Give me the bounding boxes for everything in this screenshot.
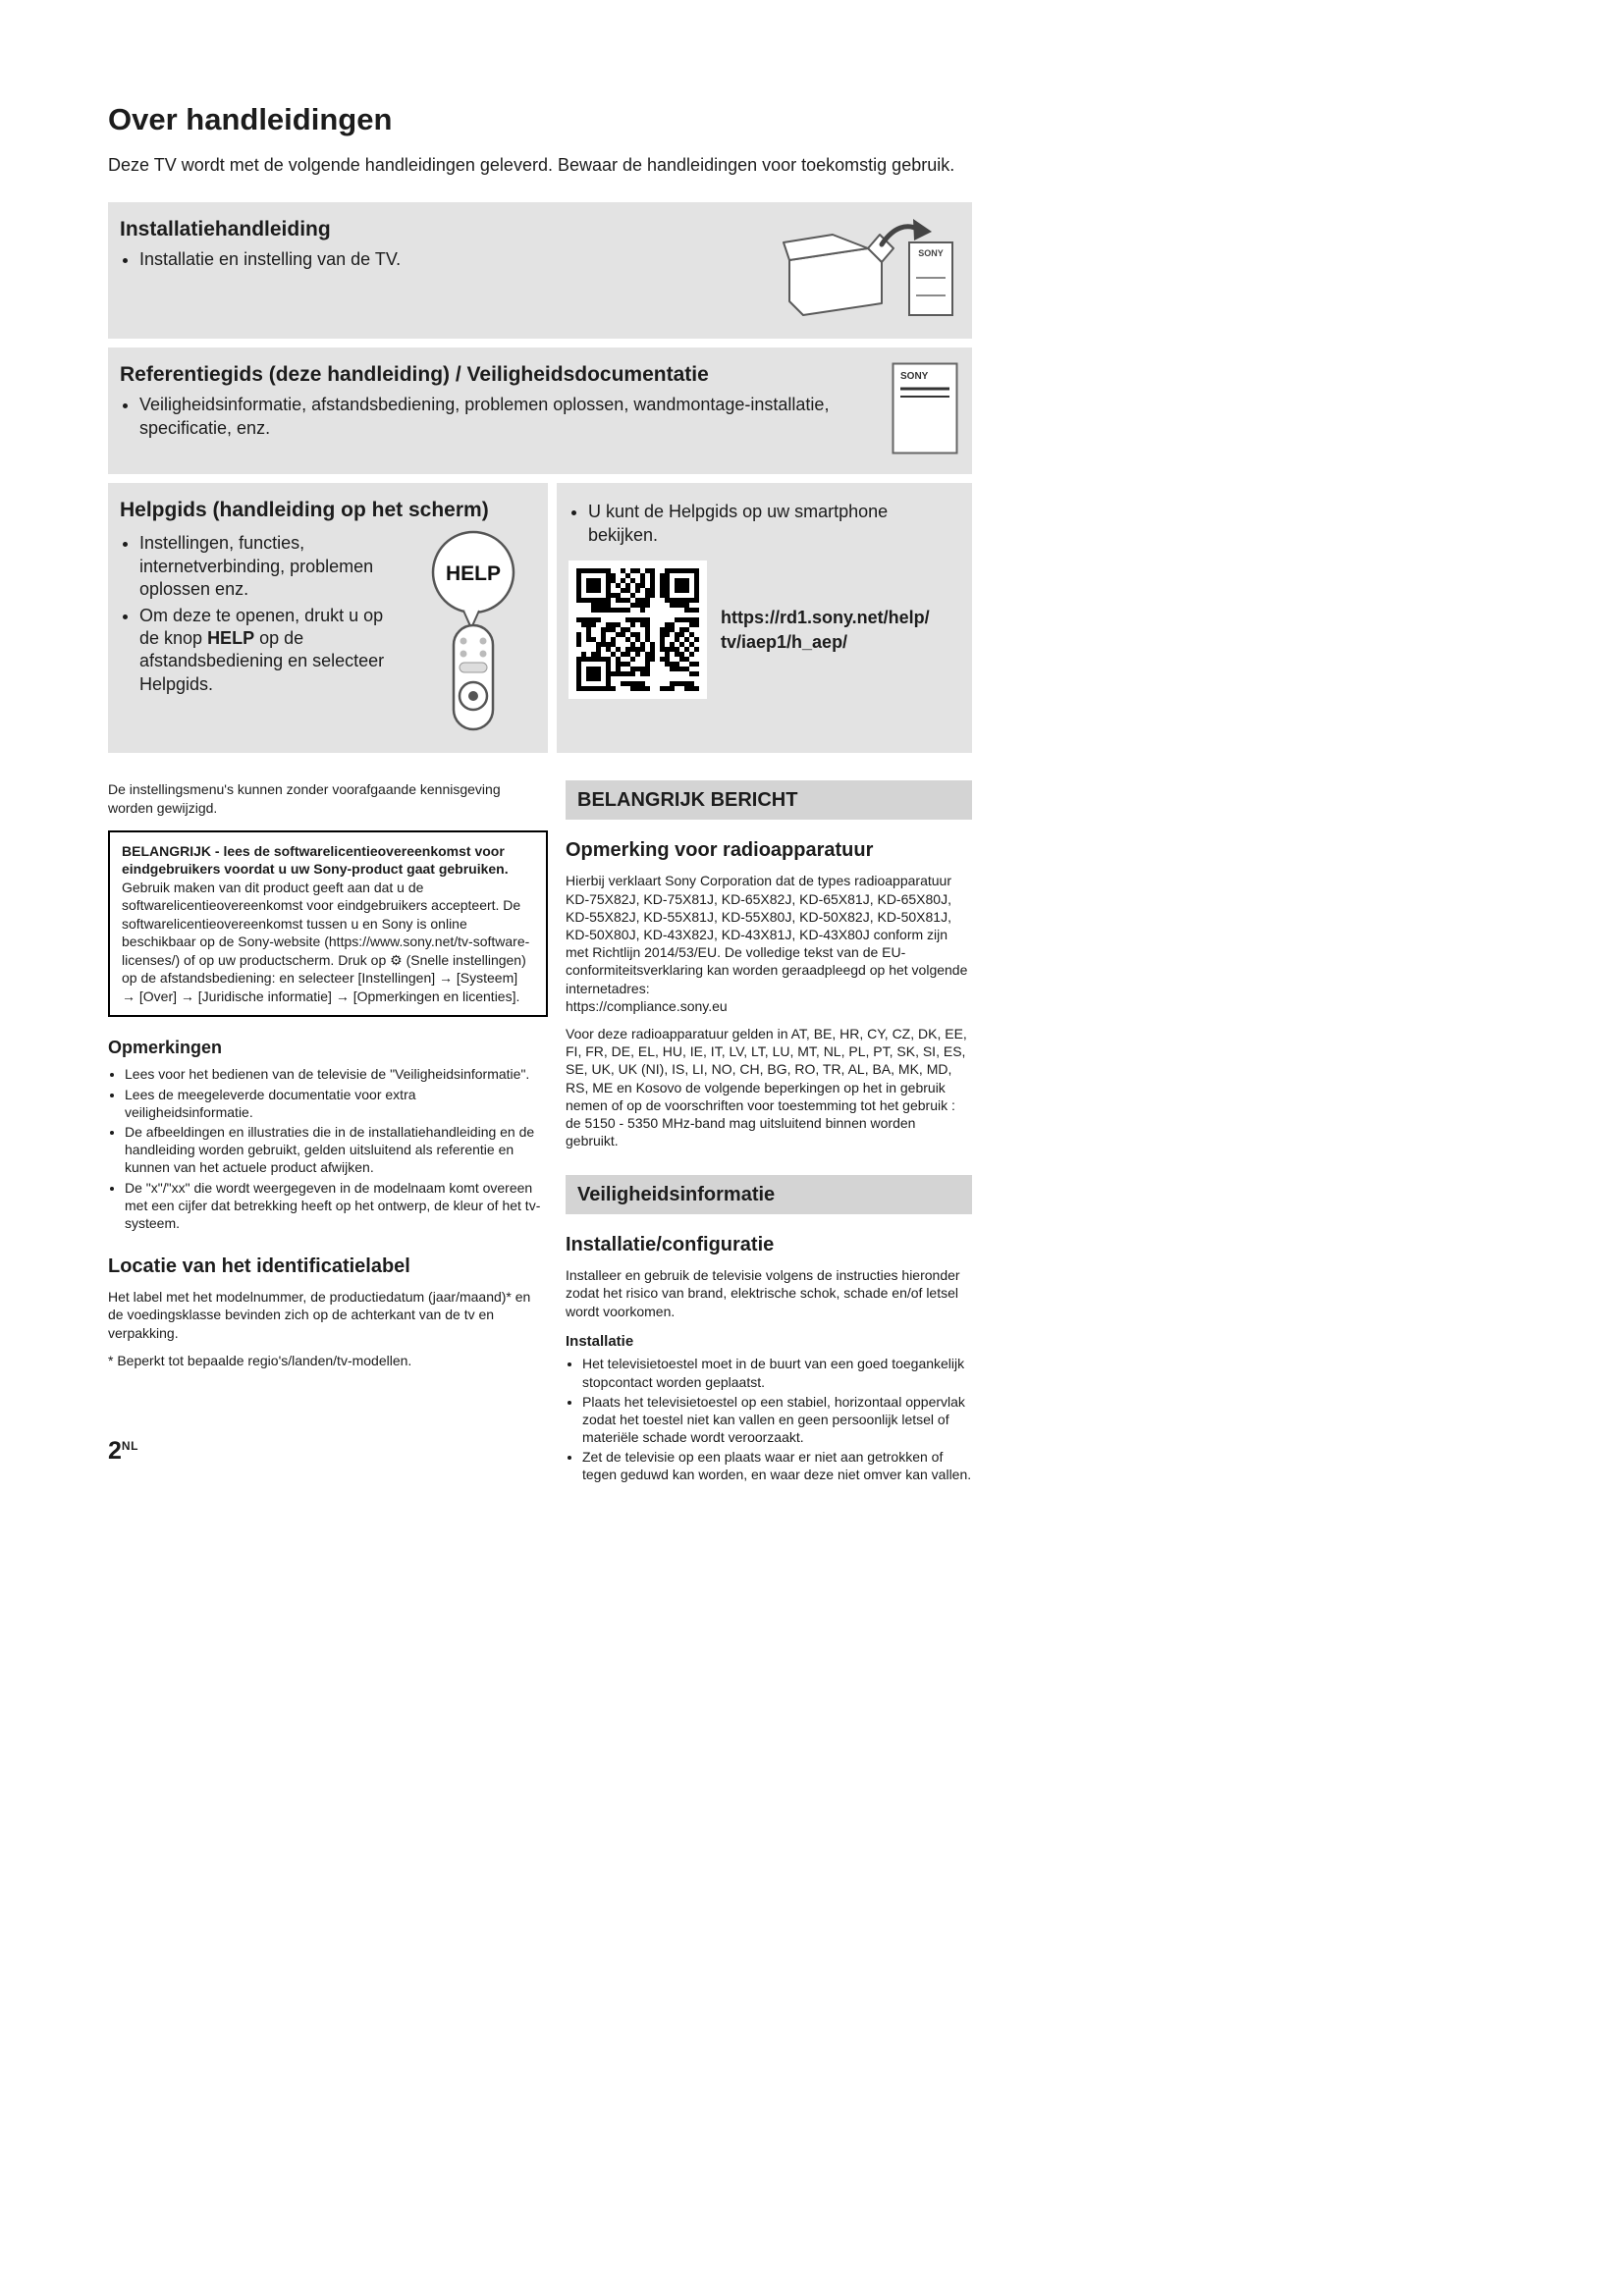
page-content xyxy=(108,102,972,1506)
installation-config-intro: Installeer en gebruik de televisie volgens de instructies hieronder zodat het risico van brand, elektrische schok, schade en/of letsel wordt voorkomen. xyxy=(566,1267,960,1319)
id-label-body: Het label met het modelnummer, de productiedatum (jaar/maand)* en de voedingsklasse bevinden zich op de achterkant van de tv en verpakking. xyxy=(108,1289,531,1341)
license-agreement-box xyxy=(108,830,548,1017)
sony-booklet-icon xyxy=(892,362,958,454)
note-item: • De "x"/"xx" die wordt weergegeven in de modelnaam komt overeen met een cijfer dat betrekking heeft op het ontwerp, de kleur of het tv-systeem. xyxy=(125,1179,548,1233)
help-guide-bullet-1: • Instellingen, functies, internetverbinding, problemen oplossen enz. xyxy=(139,532,399,601)
tv-packaging-illustration xyxy=(782,217,958,324)
qr-code-icon xyxy=(568,561,707,699)
left-column xyxy=(108,780,548,1378)
compliance-url: https://compliance.sony.eu xyxy=(566,997,728,1014)
settings-change-note: De instellingsmenu's kunnen zonder voorafgaande kennisgeving worden gewijzigd. xyxy=(108,781,501,816)
page-title: Over handleidingen xyxy=(108,102,393,136)
id-label-footnote: * Beperkt tot bepaalde regio's/landen/tv-modellen. xyxy=(108,1352,412,1368)
safety-item: • Zet de televisie op een plaats waar er niet aan getrokken of tegen geduwd kan worden, en waar deze niet omver kan vallen. xyxy=(582,1448,972,1483)
help-guide-bullets xyxy=(120,529,399,699)
radio-equipment-body: Hierbij verklaart Sony Corporation dat de types radioapparatuur KD-75X82J, KD-75X81J, KD-65X82J, KD-65X81J, KD-65X80J, KD-55X82J, KD-55X81J, KD-55X80J, KD-50X82J, KD-50X81J, KD-50X80J, KD-43X82J, KD-43X81J, KD-43X80J conform zijn met Richtlijn 2014/53/EU. De volledige tekst van de EU-conformiteitsverklaring kan worden geraadpleegd op het volgende internetadres: xyxy=(566,873,968,996)
page-number-value: 2 xyxy=(108,1437,122,1465)
help-bullet-post: op de afstandsbediening en selecteer Helpgids. xyxy=(139,628,385,694)
id-label-heading: Locatie van het identificatielabel xyxy=(108,1255,410,1278)
help-guide-box xyxy=(108,483,548,753)
radio-restrictions-body: Voor deze radioapparatuur gelden in AT, BE, HR, CY, CZ, DK, EE, FI, FR, DE, EL, HU, IE, IT, LV, LT, LU, MT, NL, PL, PT, SK, SI, ES, SE, UK, UK (NI), IS, LI, NO, CH, BG, RO, TR, AL, BA, MK, MD, RS, ME en Kosovo de volgende beperkingen op het in gebruik nemen of op de voorschriften voor toestemming tot het gebruik : de 5150 - 5350 MHz-band mag uitsluitend binnen worden gebruikt. xyxy=(566,1025,967,1149)
help-guide-title: Helpgids (handleiding op het scherm) xyxy=(120,499,489,522)
help-remote-illustration xyxy=(410,529,534,738)
smartphone-help-bullet: • U kunt de Helpgids op uw smartphone bekijken. xyxy=(588,501,958,547)
help-guide-url xyxy=(721,606,930,654)
license-important-text: BELANGRIJK - lees de softwarelicentieovereenkomst voor eindgebruikers voordat u uw Sony-product gaat gebruiken. xyxy=(122,842,509,878)
installation-guide-title: Installatiehandleiding xyxy=(120,218,331,241)
safety-item: • Het televisietoestel moet in de buurt van een goed toegankelijk stopcontact worden geplaatst. xyxy=(582,1355,972,1390)
right-column xyxy=(566,780,972,1505)
intro-text: Deze TV wordt met de volgende handleidingen geleverd. Bewaar de handleidingen voor toekomstig gebruik. xyxy=(108,155,955,175)
reference-guide-bullets xyxy=(120,394,880,440)
reference-guide-box xyxy=(108,347,972,474)
help-button-label: HELP xyxy=(207,628,255,649)
installation-safety-list xyxy=(566,1355,972,1483)
safety-info-header-bar: Veiligheidsinformatie xyxy=(566,1175,972,1214)
help-guide-url-line2: tv/iaep1/h_aep/ xyxy=(721,631,848,652)
note-item: • Lees voor het bedienen van de televisie de "Veiligheidsinformatie". xyxy=(125,1065,548,1083)
sony-booklet-illustration xyxy=(892,362,958,459)
tv-packaging-icon xyxy=(782,217,958,319)
installation-subheading: Installatie xyxy=(566,1332,634,1350)
reference-guide-text xyxy=(120,362,880,443)
notes-list xyxy=(108,1065,548,1232)
license-body-1: Gebruik maken van dit product geeft aan dat u de softwarelicentieovereenkomst voor eindgebruikers accepteert. De softwarelicentieovereenkomst tussen u en Sony is online beschikbaar op de Sony-website (https://www.sony.net/tv-software-licenses/) of op uw productscherm. Druk op xyxy=(122,879,530,968)
smartphone-help-bullets xyxy=(568,501,958,547)
radio-equipment-heading: Opmerking voor radioapparatuur xyxy=(566,839,874,862)
help-bubble-label: HELP xyxy=(445,562,502,586)
help-guide-row xyxy=(108,483,972,753)
important-notice-header-bar: BELANGRIJK BERICHT xyxy=(566,780,972,820)
installation-guide-bullets xyxy=(120,248,770,271)
note-item: • Lees de meegeleverde documentatie voor extra veiligheidsinformatie. xyxy=(125,1086,548,1121)
installation-guide-bullet: • Installatie en instelling van de TV. xyxy=(139,248,770,271)
help-guide-url-line1: https://rd1.sony.net/help/ xyxy=(721,608,930,628)
booklet-brand-label: SONY xyxy=(918,248,944,259)
license-body-2: (Snelle instellingen) op de afstandsbediening: en selecteer [Instellingen] → [Systeem] → [Over] → [Juridische informatie] → [Opmerkingen en licenties]. xyxy=(122,951,526,1004)
help-remote-icon xyxy=(410,529,534,733)
help-bullet-pre: Om deze te openen, drukt u op de knop xyxy=(139,605,384,649)
installation-guide-box xyxy=(108,202,972,339)
reference-guide-bullet: • Veiligheidsinformatie, afstandsbediening, problemen oplossen, wandmontage-installatie, specificatie, enz. xyxy=(139,394,880,440)
help-guide-bullet-2 xyxy=(139,605,399,697)
smartphone-help-box xyxy=(557,483,972,753)
booklet-brand-label: SONY xyxy=(900,371,929,383)
notes-heading: Opmerkingen xyxy=(108,1038,223,1058)
installation-guide-text xyxy=(120,217,770,275)
page-number xyxy=(108,1437,138,1466)
quick-settings-gear-icon: ⚙ xyxy=(390,951,403,968)
installation-config-heading: Installatie/configuratie xyxy=(566,1234,775,1256)
note-item: • De afbeeldingen en illustraties die in de installatiehandleiding en de handleiding worden gebruikt, gelden uitsluitend als referentie en kunnen van het actuele product afwijken. xyxy=(125,1123,548,1177)
lower-columns xyxy=(108,780,972,1505)
safety-item: • Plaats het televisietoestel op een stabiel, horizontaal oppervlak zodat het toestel niet kan vallen en geen persoonlijk letsel of materiële schade wordt veroorzaakt. xyxy=(582,1393,972,1447)
reference-guide-title: Referentiegids (deze handleiding) / Veiligheidsdocumentatie xyxy=(120,363,709,387)
page-number-suffix: NL xyxy=(121,1439,138,1453)
